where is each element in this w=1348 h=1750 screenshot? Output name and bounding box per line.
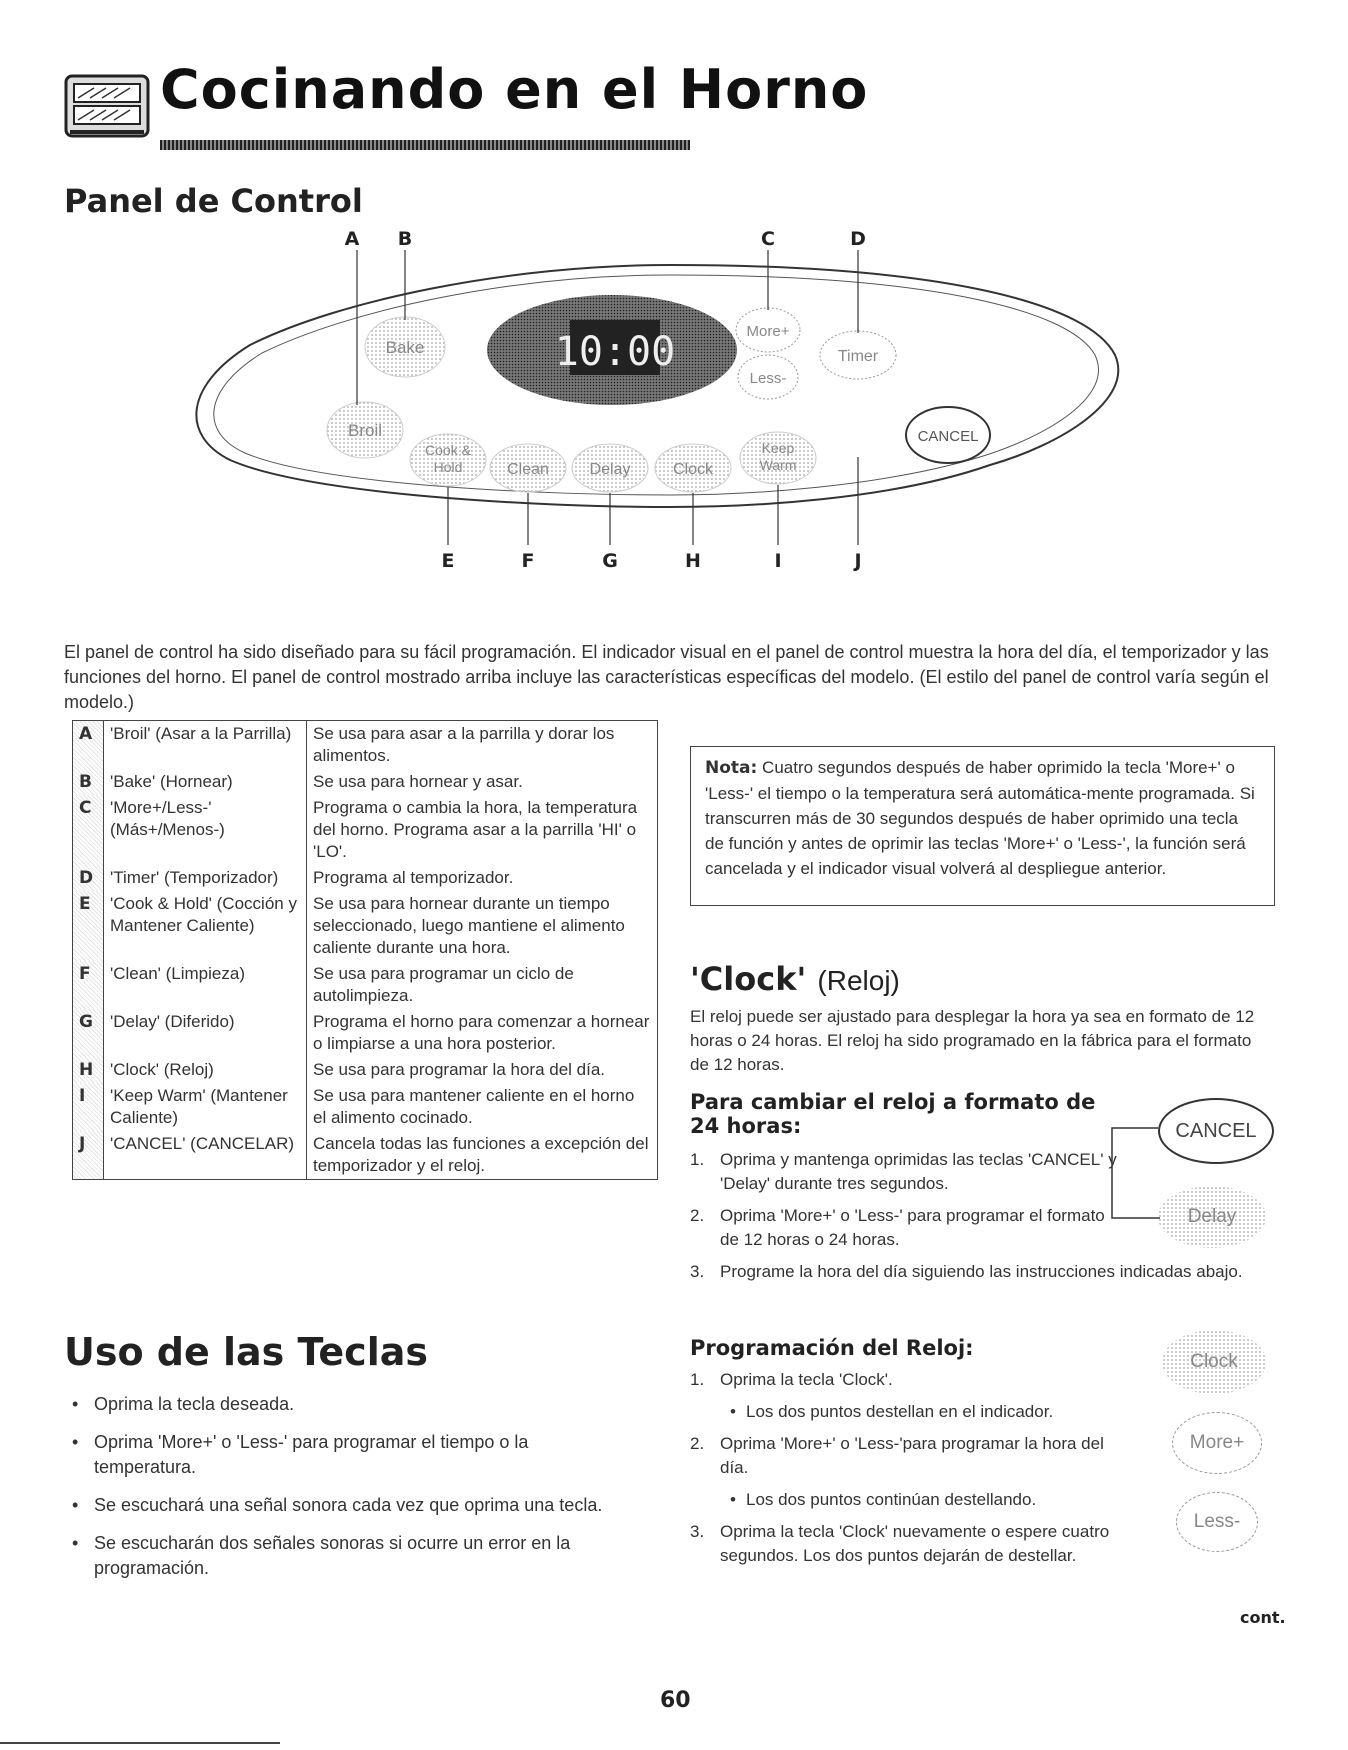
clock-intro: El reloj puede ser ajustado para desplegar la hora ya sea en formato de 12 horas o 24 horas. El reloj ha sido programado en la fábrica para el formato de 12 horas.: [690, 1007, 1255, 1074]
broil-button-label: Broil: [347, 421, 383, 440]
uso-list: [64, 1392, 624, 1594]
table-row: E 'Cook & Hold' (Cocción y Mantener Caliente) Se usa para hornear durante un tiempo seleccionado, luego mantiene el alimento caliente durante una hora.: [73, 891, 658, 961]
less-button-illustration: Less-: [1176, 1492, 1258, 1552]
callout-d: D: [850, 228, 866, 250]
table-row: A 'Broil' (Asar a la Parrilla) Se usa para asar a la parrilla y dorar los alimentos.: [73, 721, 658, 770]
callout-i: I: [774, 550, 782, 572]
table-row: C 'More+/Less-' (Más+/Menos-) Programa o cambia la hora, la temperatura del horno. Programa asar a la parrilla 'HI' o 'LO'.: [73, 795, 658, 865]
control-panel-diagram: [190, 225, 1150, 580]
table-row: H 'Clock' (Reloj) Se usa para programar la hora del día.: [73, 1057, 658, 1083]
callout-j: J: [854, 550, 862, 572]
title-underline: [160, 140, 690, 150]
list-item: 1. Oprima y mantenga oprimidas las teclas 'CANCEL' y 'Delay' durante tres segundos.: [690, 1150, 1117, 1193]
page-number: 60: [660, 1688, 691, 1713]
uso-heading: Uso de las Teclas: [64, 1330, 428, 1374]
more-button-illustration: More+: [1172, 1412, 1262, 1474]
table-row: B 'Bake' (Hornear) Se usa para hornear y asar.: [73, 769, 658, 795]
list-item: • Oprima la tecla deseada.: [64, 1392, 624, 1417]
table-row: D 'Timer' (Temporizador) Programa al temporizador.: [73, 865, 658, 891]
list-item: • Se escuchará una señal sonora cada vez que oprima una tecla.: [64, 1493, 624, 1518]
callout-h: H: [685, 550, 701, 572]
cook-hold-label-1: Cook &: [425, 442, 471, 458]
page-title: Cocinando en el Horno: [160, 58, 869, 121]
clock-sub-24h: Para cambiar el reloj a formato de 24 horas:: [690, 1090, 1096, 1138]
cancel-button-label: CANCEL: [917, 428, 979, 445]
list-item: 3. Oprima la tecla 'Clock' nuevamente o espere cuatro segundos. Los dos puntos dejarán de destellar.: [690, 1522, 1110, 1565]
display-readout: 10:00: [554, 329, 676, 375]
oven-icon: [64, 72, 150, 140]
bottom-rule: [0, 1742, 280, 1744]
keep-warm-label-2: Warm: [759, 457, 797, 473]
cancel-button-illustration: CANCEL: [1158, 1098, 1274, 1164]
more-button-label: More+: [746, 323, 790, 340]
callout-b: B: [397, 228, 413, 250]
list-item: 3. Programe la hora del día siguiendo las instrucciones indicadas abajo.: [690, 1262, 1243, 1281]
clean-button-label: Clean: [507, 461, 549, 478]
list-item: 2. Oprima 'More+' o 'Less-'para programar la hora del día. • Los dos puntos continúan destellando.: [690, 1432, 1110, 1512]
clock-button-label: Clock: [672, 461, 714, 478]
list-item: 1. Oprima la tecla 'Clock'. • Los dos puntos destellan en el indicador.: [690, 1368, 1160, 1424]
clock-sub-program: Programación del Reloj:: [690, 1336, 974, 1360]
cook-hold-label-2: Hold: [433, 459, 463, 475]
callout-c: C: [761, 228, 775, 250]
clock-heading-en: 'Clock': [690, 960, 807, 998]
delay-button-illustration: Delay: [1158, 1186, 1266, 1248]
note-label: Nota:: [705, 758, 758, 778]
table-row: J 'CANCEL' (CANCELAR) Cancela todas las funciones a excepción del temporizador y el reloj.: [73, 1131, 658, 1180]
list-item: • Oprima 'More+' o 'Less-' para programar el tiempo o la temperatura.: [64, 1430, 624, 1480]
note-text: Cuatro segundos después de haber oprimido la tecla 'More+' o 'Less-' el tiempo o la temperatura será automática-mente programada. Si transcurren más de 30 segundos después de haber oprimido una tecla de función y antes de oprimir las teclas 'More+' o 'Less-', la función será cancelada y el indicador visual volverá al despliegue anterior.: [705, 758, 1255, 878]
callout-g: G: [602, 550, 618, 572]
less-button-label: Less-: [749, 370, 787, 387]
clock-heading-es: (Reloj): [817, 965, 900, 996]
delay-button-label: Delay: [589, 461, 631, 478]
panel-heading: Panel de Control: [64, 182, 363, 220]
key-table: [72, 720, 658, 1180]
list-item: • Se escucharán dos señales sonoras si ocurre un error en la programación.: [64, 1531, 624, 1581]
table-row: I 'Keep Warm' (Mantener Caliente) Se usa para mantener caliente en el horno el alimento cocinado.: [73, 1083, 658, 1131]
intro-paragraph: El panel de control ha sido diseñado para su fácil programación. El indicador visual en el panel de control muestra la hora del día, el temporizador y las funciones del horno. El panel de control mostrado arriba incluye las características específicas del modelo. (El estilo del panel de control varía según el modelo.): [64, 642, 1269, 712]
keep-warm-label-1: Keep: [761, 440, 795, 456]
steps-program: [690, 1368, 1160, 1576]
table-row: F 'Clean' (Limpieza) Se usa para programar un ciclo de autolimpieza.: [73, 961, 658, 1009]
note-box: [690, 746, 1275, 906]
list-item: 2. Oprima 'More+' o 'Less-' para programar el formato de 12 horas o 24 horas.: [690, 1206, 1105, 1249]
callout-f: F: [521, 550, 535, 572]
continued-label: cont.: [1240, 1608, 1286, 1627]
callout-e: E: [441, 550, 455, 572]
bake-button-label: Bake: [385, 338, 425, 357]
callout-a: A: [344, 228, 360, 250]
table-row: G 'Delay' (Diferido) Programa el horno para comenzar a hornear o limpiarse a una hora posterior.: [73, 1009, 658, 1057]
clock-heading: [690, 960, 900, 998]
clock-button-illustration: Clock: [1162, 1330, 1266, 1394]
timer-button-label: Timer: [837, 348, 879, 365]
